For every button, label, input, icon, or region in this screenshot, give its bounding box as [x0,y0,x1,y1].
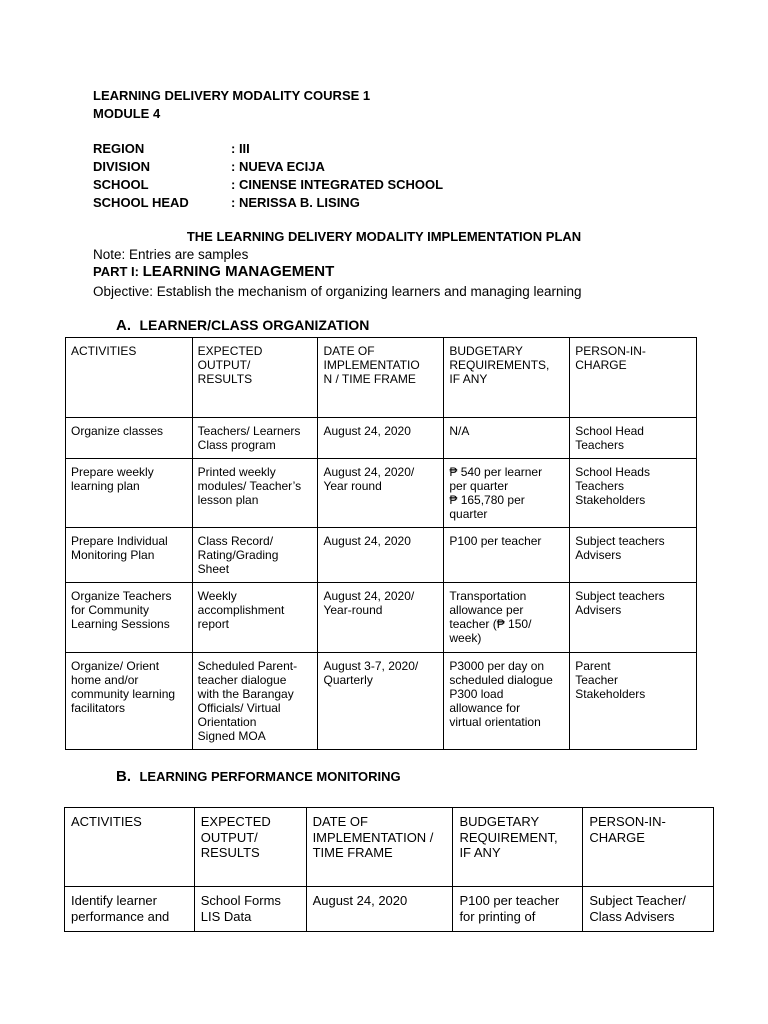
cell-text: August 3-7, 2020/ [323,659,419,673]
table-cell [66,653,193,750]
cell-text: Learning Sessions [71,617,170,631]
cell-text: teacher (₱ 150/ [449,617,532,631]
header-cell [453,808,583,887]
cell-text: Advisers [575,603,622,617]
learner-organization-table [65,337,697,750]
cell-text: IMPLEMENTATION / [312,829,434,845]
module-label: MODULE 4 [93,106,161,121]
cell-text: scheduled dialogue [449,673,553,687]
cell-text: P3000 per day on [449,659,545,673]
cell-text: community learning [71,687,176,701]
part-heading [93,263,334,281]
table-cell [570,653,697,750]
table-cell [66,418,193,459]
cell-text: P100 per teacher [459,893,560,908]
header-cell [192,338,318,418]
cell-text: REQUIREMENTS, [449,358,550,372]
course-title: LEARNING DELIVERY MODALITY COURSE 1 [93,88,371,103]
cell-text: ACTIVITIES [71,344,137,358]
cell-text: N / TIME FRAME [323,372,416,386]
cell-text: Officials/ Virtual [197,701,281,715]
table-row [66,653,697,750]
cell-text: facilitators [71,701,126,715]
cell-text: Subject teachers [575,534,665,548]
section-b-title: LEARNING PERFORMANCE MONITORING [139,769,401,784]
table-cell [318,459,444,528]
objective-text: Objective: Establish the mechanism of organizing learners and managing learning [93,284,582,299]
cell-text: EXPECTED [197,344,263,358]
cell-text: PERSON-IN- [589,814,666,829]
info-value: : III [231,141,250,156]
cell-text: August 24, 2020 [312,893,408,908]
cell-text: School Head [575,424,644,438]
section-b-heading [116,768,401,786]
table-cell [570,418,697,459]
header-cell [66,338,193,418]
cell-text: RESULTS [200,845,260,860]
cell-text: with the Barangay [197,687,294,701]
cell-text: Teacher [575,673,618,687]
cell-text: IMPLEMENTATIO [323,358,420,372]
cell-text: School Forms [200,893,281,908]
table-cell [192,528,318,583]
info-key: REGION [93,141,145,156]
cell-text: report [197,617,230,631]
cell-text: IF ANY [459,845,501,860]
cell-text: Organize classes [71,424,164,438]
part-title: LEARNING MANAGEMENT [142,263,335,280]
table-cell [444,583,570,653]
table-cell [570,459,697,528]
cell-text: for printing of [459,908,536,924]
plan-title: THE LEARNING DELIVERY MODALITY IMPLEMENTATION PLAN [186,229,582,244]
table-cell [192,418,318,459]
cell-text: Printed weekly [197,465,276,479]
cell-text: Monitoring Plan [71,548,155,562]
section-a-heading [116,317,369,335]
cell-text: Organize/ Orient [71,659,160,673]
cell-text: Identify learner [71,893,157,908]
cell-text: Year round [323,479,382,493]
cell-text: Stakeholders [575,687,646,701]
table-cell [444,653,570,750]
cell-text: Signed MOA [197,729,266,743]
cell-text: Parent [575,659,611,673]
cell-text: Transportation [449,589,527,603]
section-a-letter: A. [116,317,131,334]
table-cell [570,583,697,653]
cell-text: allowance for [449,701,521,715]
cell-text: DATE OF [323,344,375,358]
section-a-title: LEARNER/CLASS ORGANIZATION [139,317,370,333]
cell-text: Scheduled Parent- [197,659,298,673]
cell-text: virtual orientation [449,715,541,729]
cell-text: Quarterly [323,673,373,687]
table-cell [192,653,318,750]
cell-text: lesson plan [197,493,259,507]
table-row [66,418,697,459]
cell-text: Subject teachers [575,589,665,603]
cell-text: teacher dialogue [197,673,287,687]
cell-text: accomplishment [197,603,285,617]
cell-text: per quarter [449,479,509,493]
table-cell [570,528,697,583]
cell-text: modules/ Teacher’s [197,479,302,493]
cell-text: Class program [197,438,276,452]
cell-text: for Community [71,603,150,617]
info-key: SCHOOL [93,177,149,192]
cell-text: performance and [71,908,170,924]
cell-text: Class Advisers [589,908,675,924]
header-cell [444,338,570,418]
cell-text: TIME FRAME [312,845,393,860]
table-cell [65,887,195,932]
cell-text: RESULTS [197,372,253,386]
cell-text: CHARGE [575,358,627,372]
info-key: DIVISION [93,159,151,174]
table-cell [453,887,583,932]
cell-text: OUTPUT/ [200,829,258,845]
info-key: SCHOOL HEAD [93,195,189,210]
cell-text: Teachers/ Learners [197,424,301,438]
table-row [66,459,697,528]
cell-text: P100 per teacher [449,534,542,548]
table-cell [318,418,444,459]
cell-text: August 24, 2020 [323,534,411,548]
cell-text: PERSON-IN- [575,344,646,358]
table-cell [192,583,318,653]
table-cell [444,459,570,528]
cell-text: learning plan [71,479,140,493]
table-cell [66,528,193,583]
cell-text: Weekly [197,589,237,603]
cell-text: August 24, 2020/ [323,589,415,603]
cell-text: Stakeholders [575,493,646,507]
note-text: Note: Entries are samples [93,247,249,262]
cell-text: August 24, 2020 [323,424,411,438]
cell-text: IF ANY [449,372,488,386]
cell-text: BUDGETARY [449,344,523,358]
cell-text: DATE OF [312,814,368,829]
table-cell [318,528,444,583]
cell-text: Subject Teacher/ [589,893,686,908]
cell-text: Sheet [197,562,230,576]
section-b-letter: B. [116,768,131,785]
table-header-row [66,338,697,418]
header-cell [65,808,195,887]
cell-text: quarter [449,507,488,521]
cell-text: allowance per [449,603,524,617]
cell-text: School Heads [575,465,650,479]
cell-text: BUDGETARY [459,814,540,829]
table-cell [194,887,306,932]
info-value: : CINENSE INTEGRATED SCHOOL [231,177,444,192]
cell-text: Advisers [575,548,622,562]
table-header-row [65,808,714,887]
cell-text: EXPECTED [200,814,271,829]
cell-text: N/A [449,424,470,438]
table-cell [306,887,453,932]
header-cell [318,338,444,418]
cell-text: Prepare Individual [71,534,168,548]
cell-text: REQUIREMENT, [459,829,558,845]
header-cell [583,808,714,887]
cell-text: ₱ 540 per learner [449,465,543,479]
table-cell [192,459,318,528]
table-cell [444,418,570,459]
table-cell [66,459,193,528]
cell-text: August 24, 2020/ [323,465,415,479]
table-cell [583,887,714,932]
cell-text: LIS Data [200,908,252,924]
cell-text: CHARGE [589,829,645,845]
header-cell [306,808,453,887]
header-cell [570,338,697,418]
cell-text: Orientation [197,715,257,729]
cell-text: P300 load [449,687,504,701]
table-cell [444,528,570,583]
header-cell [194,808,306,887]
table-row [65,887,714,932]
cell-text: Class Record/ [197,534,274,548]
cell-text: Teachers [575,438,624,452]
cell-text: Rating/Grading [197,548,279,562]
table-row [66,528,697,583]
table-row [66,583,697,653]
cell-text: OUTPUT/ [197,358,251,372]
cell-text: Teachers [575,479,624,493]
info-value: : NERISSA B. LISING [231,195,360,210]
cell-text: home and/or [71,673,139,687]
table-cell [318,583,444,653]
part-prefix: PART I: [93,264,143,279]
cell-text: Prepare weekly [71,465,154,479]
cell-text: Year-round [323,603,383,617]
cell-text: Organize Teachers [71,589,172,603]
table-cell [318,653,444,750]
performance-monitoring-table [64,807,714,932]
table-cell [66,583,193,653]
cell-text: ₱ 165,780 per [449,493,525,507]
cell-text: week) [449,631,482,645]
cell-text: ACTIVITIES [71,814,142,829]
info-value: : NUEVA ECIJA [231,159,325,174]
